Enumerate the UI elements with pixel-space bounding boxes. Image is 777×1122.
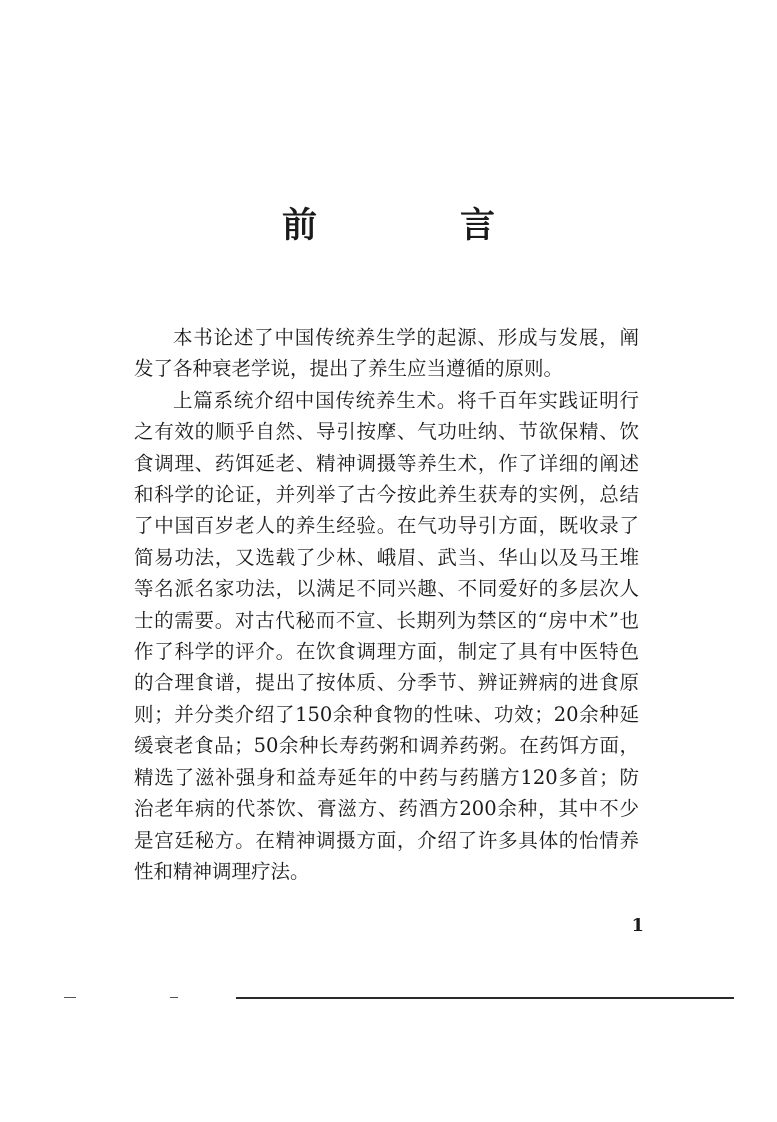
scan-mark [170, 997, 178, 998]
scan-mark [64, 997, 76, 998]
paragraph-2: 上篇系统介绍中国传统养生术。将千百年实践证明行之有效的顺乎自然、导引按摩、气功吐纳、节欲保精、饮食调理、药饵延老、精神调摄等养生术，作了详细的阐述和科学的论证，并列举了古今按此养生获寿的实例，总结了中国百岁老人的养生经验。在气功导引方面，既收录了简易功法，又选载了少林、峨眉、武当、华山以及马王堆等名派名家功法，以满足不同兴趣、不同爱好的多层次人士的需要。对古代秘而不宣、长期列为禁区的“房中术”也作了科学的评介。在饮食调理方面，制定了具有中医特色的合理食谱，提出了按体质、分季节、辨证辨病的进食原则；并分类介绍了150余种食物的性味、功效；20余种延缓衰老食品；50余种长寿药粥和调养药粥。在药饵方面，精选了滋补强身和益寿延年的中药与药膳方120多首；防治老年病的代茶饮、膏滋方、药酒方200余种，其中不少是宫廷秘方。在精神调摄方面，介绍了许多具体的怡情养性和精神调理疗法。 [134, 388, 639, 883]
page-title: 前 言 [281, 205, 549, 246]
page-number: 1 [631, 915, 644, 936]
paragraph-1: 本书论述了中国传统养生学的起源、形成与发展，阐发了各种衰老学说，提出了养生应当遵循的原则。 [134, 326, 639, 381]
body-text [134, 322, 639, 887]
footer-rule [236, 997, 734, 999]
